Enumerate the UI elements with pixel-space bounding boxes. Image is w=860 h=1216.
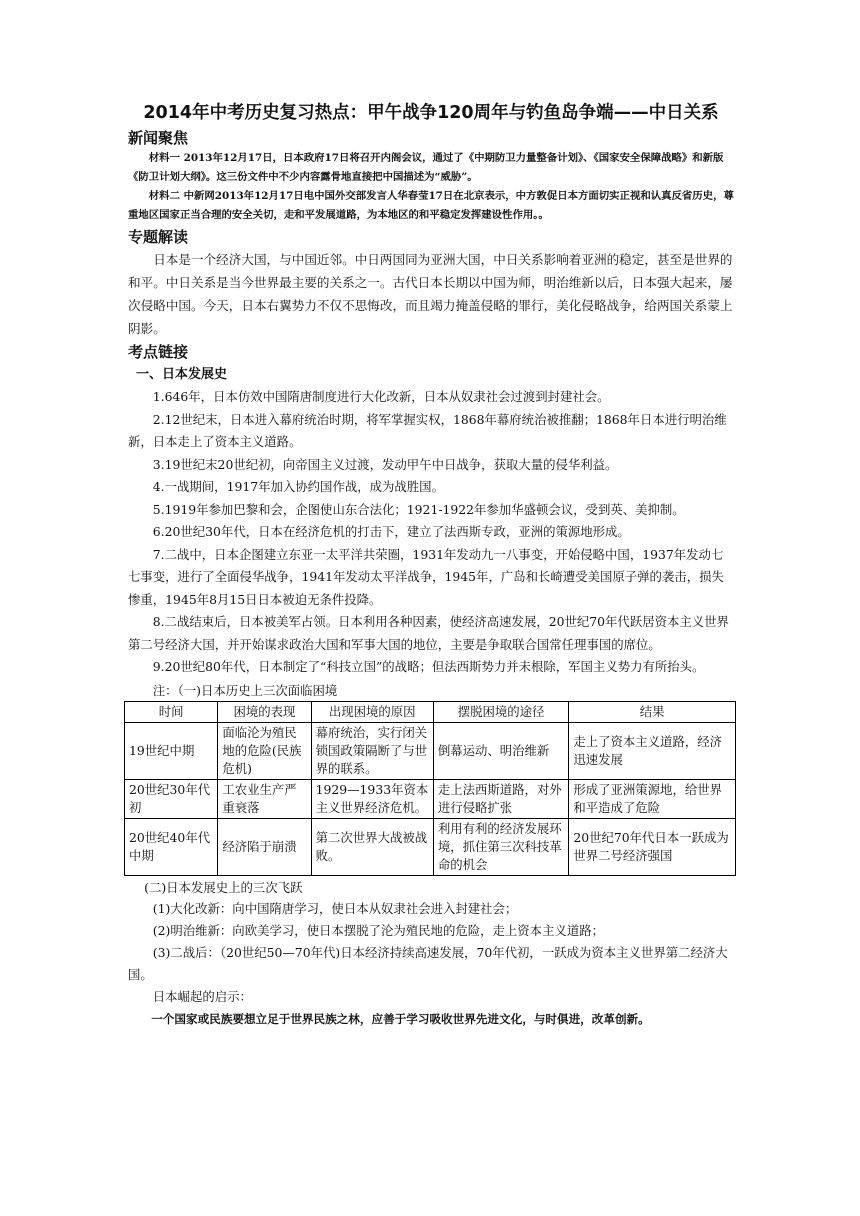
table-row <box>125 779 736 818</box>
table-header-cell: 结果 <box>569 701 736 722</box>
insight-heading: 日本崛起的启示： <box>152 988 252 1004</box>
section-heading-news: 新闻聚焦 <box>128 129 189 147</box>
table-cell: 20世纪40年代中期 <box>125 818 218 875</box>
table-cell: 面临沦为殖民地的危险(民族危机) <box>218 722 311 779</box>
table-cell: 20世纪70年代日本一跃成为世界二号经济强国 <box>569 818 736 875</box>
history-item: 6.20世纪30年代，日本在经济危机的打击下，建立了法西斯专政，亚洲的策源地形成。 <box>152 524 630 539</box>
history-item: 3.19世纪末20世纪初，向帝国主义过渡，发动甲午中日战争，获取大量的侵华利益。 <box>152 456 618 472</box>
history-item: 7.二战中，日本企图建立东亚一太平洋共荣圈，1931年发动九一八事变，开始侵略中国，1937年发动七七事变，进行了全面侵华战争，1941年发动太平洋战争，1945年，广岛和长崎遭受美国原子弹的袭击，损失惨重，1945年8月15日日本被迫无条件投降。 <box>128 546 724 607</box>
table-cell: 经济陷于崩溃 <box>218 818 311 875</box>
table-header-row <box>125 701 736 722</box>
table-cell: 利用有利的经济发展环境，抓住第三次科技革命的机会 <box>433 818 569 875</box>
table-header-cell: 摆脱困境的途径 <box>433 701 569 722</box>
section-heading-topic: 专题解读 <box>128 228 189 246</box>
history-item: 5.1919年参加巴黎和会，企图使山东合法化；1921-1922年参加华盛顿会议，受到英、美抑制。 <box>152 501 685 517</box>
history-item: 8.二战结束后，日本被美军占领。日本利用各种因素，使经济高速发展，20世纪70年代跃居资本主义世界第二号经济大国，并开始谋求政治大国和军事大国的地位，主要是争取联合国常任理事国的席位。 <box>128 614 729 652</box>
table-caption: 注：（一)日本历史上三次面临困境 <box>152 682 338 698</box>
insight-text: 一个国家或民族要想立足于世界民族之林，应善于学习吸收世界先进文化，与时俱进，改革创新。 <box>151 1011 650 1026</box>
history-item: 9.20世纪80年代，日本制定了“科技立国”的战略；但法西斯势力并未根除，军国主义势力有所抬头。 <box>152 659 705 674</box>
subsection-heading-history: 一、日本发展史 <box>136 367 228 382</box>
table-row <box>125 722 736 779</box>
history-item: 4.一战期间，1917年加入协约国作战，成为战胜国。 <box>152 479 444 494</box>
table-cell: 20世纪30年代初 <box>125 779 218 818</box>
material-one: 材料一 2013年12月17日，日本政府17日将召开内阁会议，通过了《中期防卫力量整备计划》、《国家安全保障战略》和新版《防卫计划大纲》。这三份文件中不少内容露骨地直接把中国描述为“威胁”。 <box>128 152 724 183</box>
table-cell: 走上法西斯道路，对外进行侵略扩张 <box>433 779 569 818</box>
leap-item: (3)二战后：（20世纪50—70年代)日本经济持续高速发展，70年代初，一跃成为资本主义世界第二经济大国。 <box>128 944 728 982</box>
table-cell: 第二次世界大战被战败。 <box>311 818 433 875</box>
table-cell: 工农业生产严重衰落 <box>218 779 311 818</box>
history-item: 1.646年，日本仿效中国隋唐制度进行大化改新，日本从奴隶社会过渡到封建社会。 <box>152 389 610 404</box>
document-page <box>128 100 734 1030</box>
table-header-cell: 困境的表现 <box>218 701 311 722</box>
table-header-cell: 时间 <box>125 701 218 722</box>
topic-paragraph: 日本是一个经济大国，与中国近邻。中日两国同为亚洲大国，中日关系影响着亚洲的稳定，甚至是世界的和平。中日关系是当今世界最主要的关系之一。古代日本长期以中国为师，明治维新以后，日本强大起来，屡次侵略中国。今天，日本右翼势力不仅不思悔改，而且竭力掩盖侵略的罪行，美化侵略战争，给两国关系蒙上阴影。 <box>128 252 733 336</box>
leap-item: (1)大化改新：向中国隋唐学习，使日本从奴隶社会进入封建社会； <box>152 900 518 916</box>
section-heading-links: 考点链接 <box>128 343 189 361</box>
table-cell: 19世纪中期 <box>125 722 218 779</box>
leap-item: (2)明治维新：向欧美学习，使日本摆脱了沦为殖民地的危险，走上资本主义道路； <box>152 922 605 938</box>
table-header-cell: 出现困境的原因 <box>311 701 433 722</box>
material-two: 材料二 中新网2013年12月17日电中国外交部发言人华春莹17日在北京表示，中方敦促日本方面切实正视和认真反省历史，尊重地区国家正当合理的安全关切，走和平发展道路，为本地区的和平稳定发挥建设性作用。。 <box>128 190 734 221</box>
leaps-heading: (二)日本发展史上的三次飞跃 <box>144 879 303 895</box>
table-cell: 幕府统治，实行闭关锁国政策隔断了与世界的联系。 <box>311 722 433 779</box>
dilemma-table <box>124 701 736 876</box>
history-item: 2.12世纪末，日本进入幕府统治时期，将军掌握实权，1868年幕府统治被推翻；1868年日本进行明治维新，日本走上了资本主义道路。 <box>128 411 727 449</box>
table-row <box>125 818 736 875</box>
table-cell: 形成了亚洲策源地，给世界和平造成了危险 <box>569 779 736 818</box>
document-title: 2014年中考历史复习热点：甲午战争120周年与钓鱼岛争端——中日关系 <box>143 103 719 123</box>
table-cell: 走上了资本主义道路，经济迅速发展 <box>569 722 736 779</box>
table-cell: 倒幕运动、明治维新 <box>433 722 569 779</box>
table-cell: 1929—1933年资本主义世界经济危机。 <box>311 779 433 818</box>
